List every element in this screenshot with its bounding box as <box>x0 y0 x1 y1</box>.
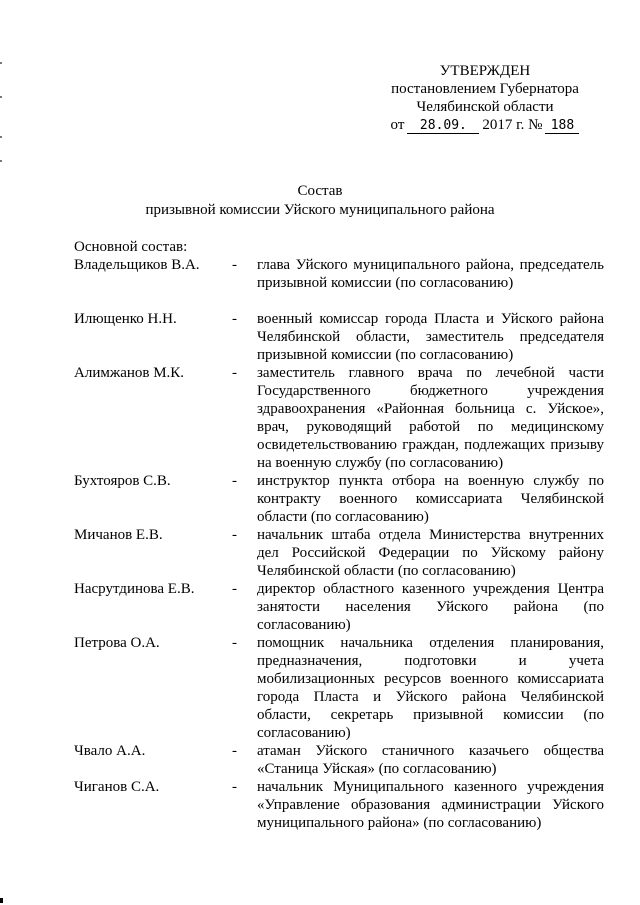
member-description: помощник начальника отделения планирования, предназначения, подготовки и учета мобилизационных ресурсов военного комиссариата города Пласта и Уйского района Челябинской области, секретарь призывной комиссии (по согласованию) <box>257 635 604 741</box>
member-description: атаман Уйского станичного казачьего общества «Станица Уйская» (по согласованию) <box>257 743 604 777</box>
member-name: Мичанов Е.В. <box>74 527 163 543</box>
member-dash: - <box>232 581 237 597</box>
member-row <box>74 256 604 310</box>
member-dash: - <box>232 527 237 543</box>
scan-mark <box>0 62 2 64</box>
member-row <box>74 742 604 778</box>
approval-date-prefix: от <box>390 117 405 133</box>
member-row <box>74 634 604 742</box>
member-name: Алимжанов М.К. <box>74 365 185 381</box>
member-description: заместитель главного врача по лечебной части Государственного бюджетного учреждения здравоохранения «Районная больница с. Уйское», врач, руководящий работой по медицинскому освидетельствованию граждан, подлежащих призыву на военную службу (по согласованию) <box>257 365 604 471</box>
member-description: глава Уйского муниципального района, председатель призывной комиссии (по согласованию) <box>257 257 604 291</box>
heading-title: Состав <box>297 183 343 199</box>
heading-subtitle: призывной комиссии Уйского муниципального района <box>145 202 495 218</box>
member-dash: - <box>232 779 237 795</box>
member-name: Бухтояров С.В. <box>74 473 171 489</box>
member-name: Петрова О.А. <box>74 635 160 651</box>
member-description: инструктор пункта отбора на военную службу по контракту военного комиссариата Челябинской области (по согласованию) <box>257 473 604 525</box>
member-dash: - <box>232 365 237 381</box>
member-dash: - <box>232 743 237 759</box>
member-dash: - <box>232 311 237 327</box>
member-name: Чиганов С.А. <box>74 779 160 795</box>
approval-year-text: 2017 г. № <box>482 117 543 133</box>
member-dash: - <box>232 257 237 273</box>
member-row <box>74 472 604 526</box>
member-row <box>74 526 604 580</box>
member-name: Чвало А.А. <box>74 743 146 759</box>
member-name: Насрутдинова Е.В. <box>74 581 195 597</box>
approval-title: УТВЕРЖДЕН <box>439 63 531 79</box>
section-label: Основной состав: <box>74 239 188 255</box>
member-dash: - <box>232 473 237 489</box>
scan-mark <box>0 898 3 903</box>
scan-mark <box>0 136 2 138</box>
member-name: Владельщиков В.А. <box>74 257 200 273</box>
approval-date: 28.09. <box>407 118 479 134</box>
member-name: Илющенко Н.Н. <box>74 311 177 327</box>
members-list <box>74 256 604 832</box>
member-description: начальник штаба отдела Министерства внутренних дел Российской Федерации по Уйскому району Челябинской области (по согласованию) <box>257 527 604 579</box>
approval-date-line <box>370 116 600 134</box>
member-dash: - <box>232 635 237 651</box>
member-row <box>74 580 604 634</box>
approval-line-2: Челябинской области <box>416 99 554 115</box>
approval-stamp-block <box>370 62 600 134</box>
document-heading <box>0 182 640 220</box>
approval-number: 188 <box>545 118 579 134</box>
member-description: начальник Муниципального казенного учреждения «Управление образования администрации Уйского муниципального района» (по согласованию) <box>257 779 604 831</box>
scan-mark <box>0 160 2 162</box>
scan-mark <box>0 96 2 98</box>
member-description: директор областного казенного учреждения Центра занятости населения Уйского района (по согласованию) <box>257 581 604 633</box>
member-row <box>74 310 604 364</box>
approval-line-1: постановлением Губернатора <box>391 81 579 97</box>
member-row <box>74 364 604 472</box>
member-description: военный комиссар города Пласта и Уйского района Челябинской области, заместитель председателя призывной комиссии (по согласованию) <box>257 311 604 363</box>
member-row <box>74 778 604 832</box>
